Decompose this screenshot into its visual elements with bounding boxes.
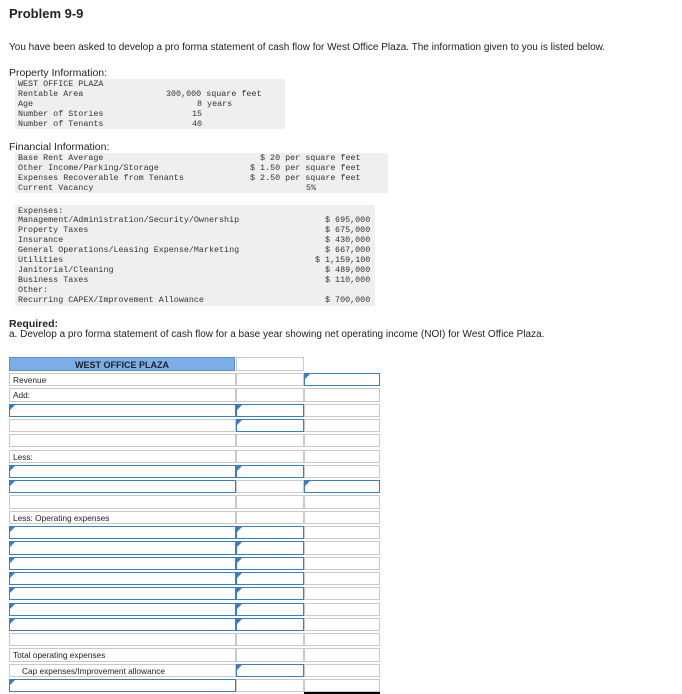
row-label: Less: xyxy=(13,451,33,462)
expense-label: Janitorial/Cleaning xyxy=(18,265,114,275)
table-cell xyxy=(304,419,380,432)
table-cell xyxy=(304,603,380,616)
table-cell xyxy=(304,557,380,570)
table-cell xyxy=(9,419,236,432)
financial-value: 5% xyxy=(306,183,317,193)
table-cell xyxy=(304,587,380,600)
table-cell xyxy=(236,511,304,524)
property-value: 15 xyxy=(192,109,203,119)
table-cell xyxy=(236,495,304,508)
expense-value: $ 110,000 xyxy=(325,275,371,285)
table-cell xyxy=(236,450,304,463)
amount-input[interactable] xyxy=(236,572,304,585)
intro-text: You have been asked to develop a pro forma statement of cash flow for West Office Plaza. The information given to you is listed below. xyxy=(9,42,606,53)
table-cell xyxy=(304,526,380,539)
table-cell xyxy=(236,679,304,692)
row-label: Total operating expenses xyxy=(13,650,106,661)
header-cell xyxy=(236,357,304,371)
table-cell xyxy=(304,450,380,463)
required-heading: Required: xyxy=(9,318,59,330)
amount-input[interactable] xyxy=(9,587,236,600)
table-cell xyxy=(9,633,236,646)
table-cell xyxy=(236,648,304,661)
amount-input[interactable] xyxy=(304,373,380,386)
property-heading: Property Information: xyxy=(9,67,108,79)
amount-input[interactable] xyxy=(236,587,304,600)
table-cell xyxy=(304,648,380,661)
table-cell xyxy=(304,404,380,417)
financial-label: Base Rent Average xyxy=(18,153,104,163)
table-cell xyxy=(304,388,380,401)
property-value: 40 xyxy=(192,119,203,129)
property-value: 8 years xyxy=(197,99,233,109)
expense-value: $ 667,000 xyxy=(325,245,371,255)
financial-value: $ 20 per square feet xyxy=(260,153,361,163)
problem-title: Problem 9-9 xyxy=(9,6,84,21)
financial-value: $ 2.50 per square feet xyxy=(250,173,361,183)
required-part-a: a. Develop a pro forma statement of cash flow for a base year showing net operating income (NOI) for West Office Plaza. xyxy=(9,329,545,340)
amount-input[interactable] xyxy=(9,465,236,478)
table-cell xyxy=(304,465,380,478)
table-cell xyxy=(304,618,380,631)
expense-value: $ 695,000 xyxy=(325,215,371,225)
table-cell xyxy=(9,450,236,463)
table-header: WEST OFFICE PLAZA xyxy=(9,357,235,371)
expense-value: $ 489,000 xyxy=(325,265,371,275)
table-cell xyxy=(304,664,380,677)
property-label: Age xyxy=(18,99,34,109)
table-cell xyxy=(304,511,380,524)
financial-value: $ 1.50 per square feet xyxy=(250,163,361,173)
amount-input[interactable] xyxy=(236,465,304,478)
amount-input[interactable] xyxy=(9,679,236,692)
table-cell xyxy=(236,633,304,646)
amount-input[interactable] xyxy=(236,557,304,570)
amount-input[interactable] xyxy=(236,541,304,554)
amount-input[interactable] xyxy=(236,603,304,616)
amount-input[interactable] xyxy=(9,404,236,417)
amount-input[interactable] xyxy=(9,526,236,539)
amount-input[interactable] xyxy=(9,603,236,616)
financial-label: Expenses Recoverable from Tenants xyxy=(18,173,184,183)
property-label: Number of Tenants xyxy=(18,119,104,129)
amount-input[interactable] xyxy=(304,480,380,493)
expense-value: $ 675,000 xyxy=(325,225,371,235)
expense-label: Business Taxes xyxy=(18,275,89,285)
expense-label: Recurring CAPEX/Improvement Allowance xyxy=(18,295,204,305)
property-label: Rentable Area xyxy=(18,89,84,99)
property-name: WEST OFFICE PLAZA xyxy=(18,79,104,89)
table-cell xyxy=(304,434,380,447)
row-label: Revenue xyxy=(13,375,47,385)
expense-value: $ 430,000 xyxy=(325,235,371,245)
expense-label: Utilities xyxy=(18,255,64,265)
table-cell xyxy=(236,434,304,447)
amount-input[interactable] xyxy=(9,557,236,570)
financial-heading: Financial Information: xyxy=(9,141,110,153)
table-cell xyxy=(9,388,236,401)
amount-input[interactable] xyxy=(9,541,236,554)
amount-input[interactable] xyxy=(9,572,236,585)
table-cell xyxy=(236,388,304,401)
table-cell xyxy=(236,480,304,493)
row-label: Cap expenses/Improvement allowance xyxy=(22,665,165,676)
expense-label: Property Taxes xyxy=(18,225,89,235)
row-label: Less: Operating expenses xyxy=(13,512,110,523)
table-cell xyxy=(9,495,236,508)
financial-label: Current Vacancy xyxy=(18,183,94,193)
row-label: Add: xyxy=(13,390,31,401)
table-cell xyxy=(236,373,304,386)
table-cell xyxy=(304,541,380,554)
amount-input[interactable] xyxy=(9,618,236,631)
property-label: Number of Stories xyxy=(18,109,104,119)
table-cell xyxy=(304,633,380,646)
table-cell xyxy=(304,572,380,585)
expenses-heading: Expenses: xyxy=(18,206,64,216)
amount-input[interactable] xyxy=(236,404,304,417)
expense-value: $ 700,000 xyxy=(325,295,371,305)
amount-input[interactable] xyxy=(236,526,304,539)
expense-label: Management/Administration/Security/Ownership xyxy=(18,215,240,225)
expense-label: Insurance xyxy=(18,235,64,245)
property-value: 300,000 square feet xyxy=(166,89,262,99)
amount-input[interactable] xyxy=(236,618,304,631)
table-cell xyxy=(9,434,236,447)
amount-input[interactable] xyxy=(236,664,304,677)
table-cell xyxy=(304,679,380,692)
expense-value: $ 1,159,100 xyxy=(315,255,371,265)
amount-input[interactable] xyxy=(236,419,304,432)
other-heading: Other: xyxy=(18,285,49,295)
financial-label: Other Income/Parking/Storage xyxy=(18,163,159,173)
expense-label: General Operations/Leasing Expense/Marketing xyxy=(18,245,240,255)
amount-input[interactable] xyxy=(9,480,236,493)
table-cell xyxy=(304,495,380,508)
